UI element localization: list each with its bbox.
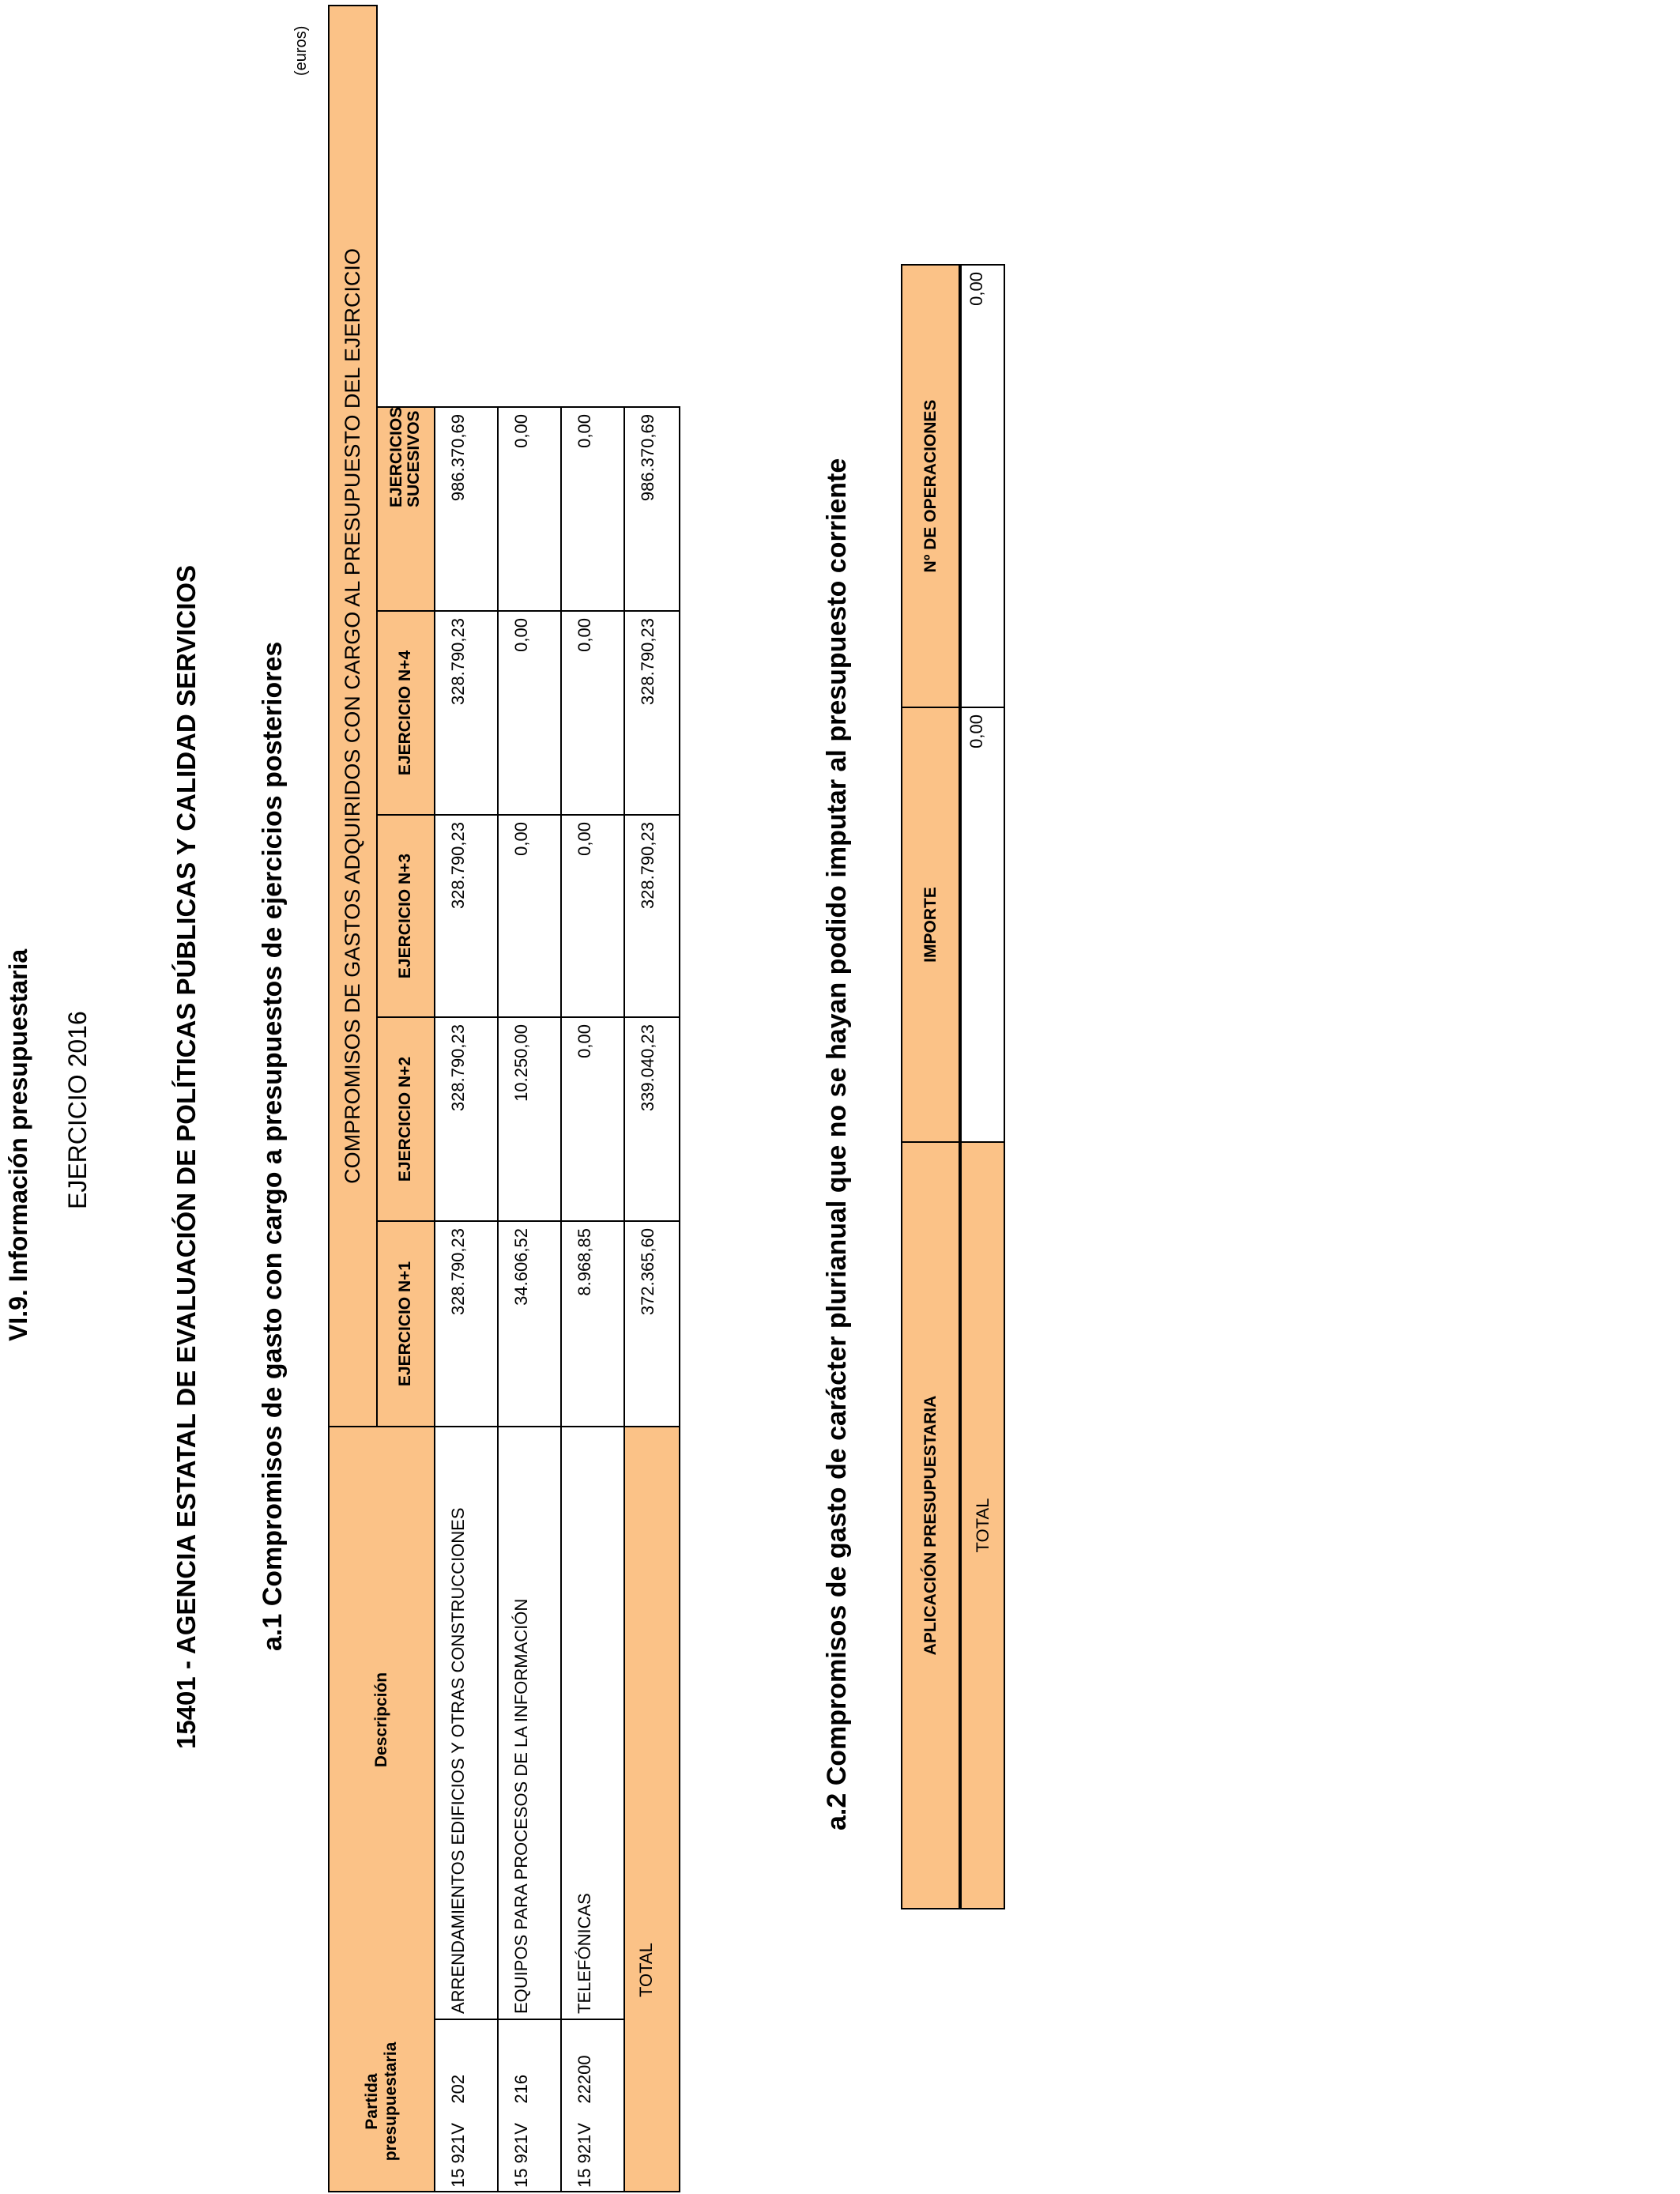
entity-name: 15401 - AGENCIA ESTATAL DE EVALUACIÓN DE POLÍTICAS PÚBLICAS Y CALIDAD SERVICIOS — [171, 564, 201, 1749]
row-n3: 0,00 — [498, 815, 561, 1017]
a2-total-operaciones: 0,00 — [960, 265, 1004, 707]
header-aplicacion: APLICACIÓN PRESUPUESTARIA — [902, 1142, 960, 1909]
total-spacer — [624, 2019, 680, 2192]
page-title: VI.9. Información presupuestaria — [4, 948, 32, 1341]
row-n1: 34.606,52 — [498, 1221, 561, 1427]
partida-code: 15 921V 216 — [498, 2019, 561, 2192]
a2-total-importe: 0,00 — [960, 707, 1004, 1142]
row-n1: 8.968,85 — [561, 1221, 624, 1427]
row-n2: 0,00 — [561, 1017, 624, 1221]
row-n2: 10.250,00 — [498, 1017, 561, 1221]
row-description: EQUIPOS PARA PROCESOS DE LA INFORMACIÓN — [498, 1427, 561, 2019]
total-row — [624, 6, 680, 2192]
partida-code: 15 921V 22200 — [561, 2019, 624, 2192]
row-sucesivos: 0,00 — [498, 407, 561, 611]
row-description: ARRENDAMIENTOS EDIFICIOS Y OTRAS CONSTRUCCIONES — [435, 1427, 498, 2019]
a2-table — [901, 264, 1005, 1909]
total-label: TOTAL — [624, 1427, 680, 2019]
header-partida: Partida presupuestaria — [363, 2041, 400, 2162]
row-sucesivos: 0,00 — [561, 407, 624, 611]
total-n1: 372.365,60 — [624, 1221, 680, 1427]
header-operaciones: Nº DE OPERACIONES — [902, 265, 960, 707]
header-descripcion: Descripción — [372, 1672, 390, 1768]
total-n3: 328.790,23 — [624, 815, 680, 1017]
row-n3: 328.790,23 — [435, 815, 498, 1017]
header-importe: IMPORTE — [902, 707, 960, 1142]
row-n4: 0,00 — [561, 611, 624, 815]
partida-code: 15 921V 202 — [435, 2019, 498, 2192]
table-row — [435, 6, 498, 2192]
a2-total-row — [960, 265, 1004, 1909]
total-n4: 328.790,23 — [624, 611, 680, 815]
row-description: TELEFÓNICAS — [561, 1427, 624, 2019]
table-row — [561, 6, 624, 2192]
row-sucesivos: 986.370,69 — [435, 407, 498, 611]
header-n4: EJERCICIO N+4 — [377, 611, 435, 815]
table-row — [498, 6, 561, 2192]
header-group: COMPROMISOS DE GASTOS ADQUIRIDOS CON CARGO AL PRESUPUESTO DEL EJERCICIO — [329, 6, 377, 1427]
row-n3: 0,00 — [561, 815, 624, 1017]
ejercicio-label: EJERCICIO 2016 — [63, 1011, 92, 1209]
a2-total-label: TOTAL — [960, 1142, 1004, 1909]
row-n4: 328.790,23 — [435, 611, 498, 815]
header-n2: EJERCICIO N+2 — [377, 1017, 435, 1221]
section-a1-title: a.1 Compromisos de gasto con cargo a presupuestos de ejercicios posteriores — [258, 641, 288, 1651]
a1-header-left — [329, 1427, 435, 2192]
header-n3: EJERCICIO N+3 — [377, 815, 435, 1017]
section-a2-title: a.2 Compromisos de gasto de carácter plurianual que no se hayan podido imputar al presupuesto corriente — [822, 458, 852, 1830]
units-label: (euros) — [292, 25, 310, 76]
row-n2: 328.790,23 — [435, 1017, 498, 1221]
header-n1: EJERCICIO N+1 — [377, 1221, 435, 1427]
total-sucesivos: 986.370,69 — [624, 407, 680, 611]
row-n1: 328.790,23 — [435, 1221, 498, 1427]
a1-table — [328, 5, 680, 2192]
header-sucesivos: EJERCICIOS SUCESIVOS — [377, 407, 435, 611]
row-n4: 0,00 — [498, 611, 561, 815]
total-n2: 339.040,23 — [624, 1017, 680, 1221]
